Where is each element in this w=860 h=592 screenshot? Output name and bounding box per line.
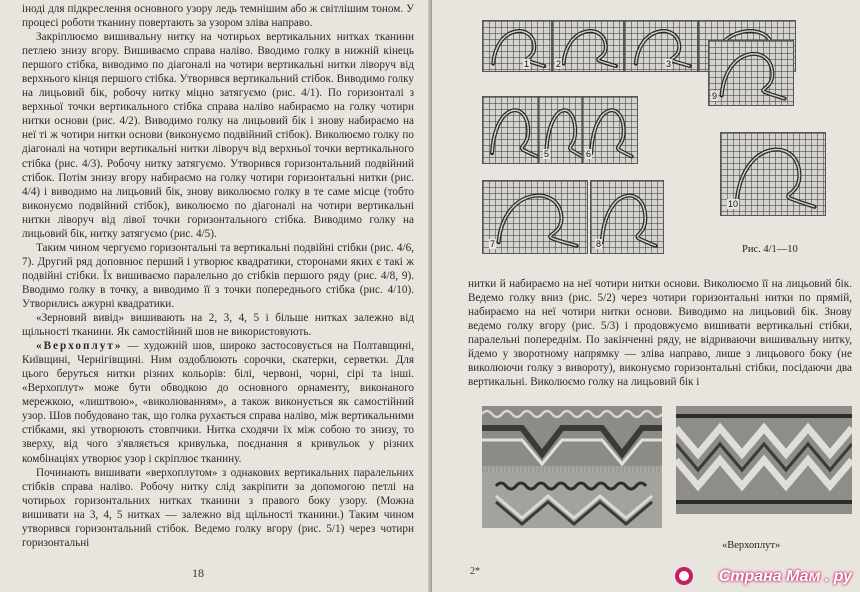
panel-number-label: 9	[712, 91, 718, 101]
stitch-grid-panel	[482, 180, 588, 254]
stitch-grid-panel	[552, 20, 624, 72]
stitch-grid-panel	[624, 20, 698, 72]
paragraph-text: нитки й набираємо на неї чотири нитки основи. Виколюємо її на лицьовий бік. Ведемо голку вниз (рис. 5/2) через чотири горизонтальні нитки по прямій, набираємо на неї чотири нитки основи. Виводимо на лицьовий бік. Знову ведемо голку вгору (рис. 5/3) і продовжуємо вишивати вертикальні стібки, паралельні попереднім. По закінченні ряду, не відриваючи вишивальну нитку, йдемо у зворотному напрямку — зліва направо, лише з лицьового боку (не виколюючи голку з вивороту), виконуємо горизонтальні стібки, посідаючи два вертикальні. Виколюємо голку на лицьовий бік і	[468, 278, 852, 389]
paragraph	[22, 339, 414, 465]
panel-number-label: 6	[586, 149, 592, 159]
watermark: Страна Мам . ру	[718, 568, 852, 585]
stitch-grid-panel	[482, 96, 544, 164]
paragraph-text: Починають вишивати «верхоплутом» з однакових вертикальних паралельних стібків справа наліво. Робочу нитку слід закріпити за допомогою петлі на чотирьох горизонтальних нитках тканини з правого боку узору. (Можна вишивати на 3, 4, 5 нитках — залежно від щільності тканини.) Таким чином утворився горизонтальний стібок. Ведемо голку вгору (рис. 5/1) через чотири горизонтальні	[22, 466, 414, 549]
embroidery-photo-left	[482, 406, 662, 528]
embroidery-photo-right	[676, 406, 852, 514]
paragraph-text: Закріплюємо вишивальну нитку на чотирьох вертикальних нитках тканини петлею знизу вгору. Вишиваємо справа наліво. Вводимо голку в нижній кінець першого стібка, виводимо по діагоналі на чотири вертикальні нитки ліворуч від верхнього кінця першого стібка. Утворився вертикальний стібок. Виводимо голку на лицьовий бік, робочу нитку міцно затягуємо (рис. 4/1). По горизонталі з верхньої точки вертикального стібка справа наліво набираємо на голку чотири нитки основи (рис. 4/2). Виводимо голку на лицьовий бік і знову набираємо на неї ті ж чотири нитки основи (виконуємо подвійний стібок). Виколюємо голку по діагоналі на чотири вертикальні нитки ліворуч від верхньої точки вертикального стібка (рис. 4/3). Робочу нитку затягуємо. Утворився горизонтальний подвійний стібок. Потім знизу вгору набираємо на голку чотири горизонтальні нитки (рис. 4/4) і виводимо на лицьовий бік, знову виколюємо голку в те саме місце (тобто виконуємо подвійний стібок), виколюємо по діагоналі на чотири вертикальні нитки ліворуч від лівої точки горизонтального стібка. Виводимо голку на лицьовий бік, нитку затягуємо (рис. 4/5).	[22, 31, 414, 240]
panel-number-label: 8	[596, 239, 602, 249]
right-page-text	[468, 277, 852, 389]
stitch-diagram-figure	[482, 20, 852, 258]
right-page-number: 2*	[470, 566, 480, 577]
panel-number-label: 2	[556, 59, 562, 69]
panel-number-label: 5	[544, 149, 550, 159]
left-page-text	[22, 2, 414, 550]
panel-number-label: 1	[524, 59, 530, 69]
stitch-grid-panel	[708, 40, 794, 106]
stitch-path-drawing	[483, 181, 587, 253]
figure-caption: Рис. 4/1—10	[742, 244, 798, 255]
term-highlight: «Верхоплут»	[36, 340, 123, 353]
paragraph-text: іноді для підкреслення основного узору ледь темнішим або ж світлішим тоном. У процесі роботи тканину повертають за узором зліва направо.	[22, 3, 414, 30]
stitch-path-drawing	[553, 21, 623, 71]
paragraph	[468, 277, 852, 389]
stitch-grid-panel	[538, 96, 588, 164]
stitch-grid-panel	[720, 132, 826, 216]
paragraph	[22, 311, 414, 339]
stitch-grid-panel	[582, 96, 638, 164]
paragraph	[22, 2, 414, 30]
stitch-path-drawing	[709, 41, 793, 105]
panel-number-label: 7	[490, 239, 496, 249]
panel-number-label: 3	[666, 59, 672, 69]
photo-caption: «Верхоплут»	[722, 540, 781, 551]
stitch-path-drawing	[483, 21, 551, 71]
left-page-number: 18	[192, 566, 204, 580]
paragraph-text: «Зерновий вивід» вишивають на 2, 3, 4, 5 і більше нитках залежно від щільності тканини. Як самостійний шов не використовують.	[22, 312, 414, 339]
paragraph	[22, 30, 414, 241]
panel-number-label: 10	[728, 199, 739, 209]
paragraph	[22, 466, 414, 550]
watermark-logo-icon	[674, 566, 694, 586]
right-page	[432, 0, 860, 592]
stitch-grid-panel	[482, 20, 552, 72]
stitch-path-drawing	[625, 21, 697, 71]
paragraph	[22, 241, 414, 311]
stitch-grid-panel	[590, 180, 664, 254]
paragraph-text: Таким чином чергуємо горизонтальні та вертикальні подвійні стібки (рис. 4/6, 7). Другий ряд доповнює перший і утворює квадратики, сторонами яких є такі ж подвійні стібки. Їх вишиваємо паралельно до стібків першого ряду (рис. 4/8, 9). Вводимо голку в точку, а виводимо її з точки попереднього стібка (рис. 4/10). Утворились ажурні квадратики.	[22, 241, 414, 310]
stitch-path-drawing	[483, 97, 543, 163]
paragraph-text: — художній шов, широко застосовується на Полтавщині, Київщині, Чернігівщині. Ним оздоблюють сорочки, скатерки, серветки. Для цього беруться нитки різних кольорів: білі, червоні, чорні, сірі та інші. «Верхоплут» може бути обводкою до основного орнаменту, виконаного мережкою, «лиштвою», «виколюванням», а також виконується як самостійний узор. Шов побудовано так, що голка рухається справа наліво, між вертикальними стібками, які утворюють стовпчики. Нитка сходячи їх між собою то знизу, то зверху, від чого з'являється кривулька, поєднання я кривульок у різних комбінаціях утворює узор і скріплює тканину.	[22, 340, 414, 465]
